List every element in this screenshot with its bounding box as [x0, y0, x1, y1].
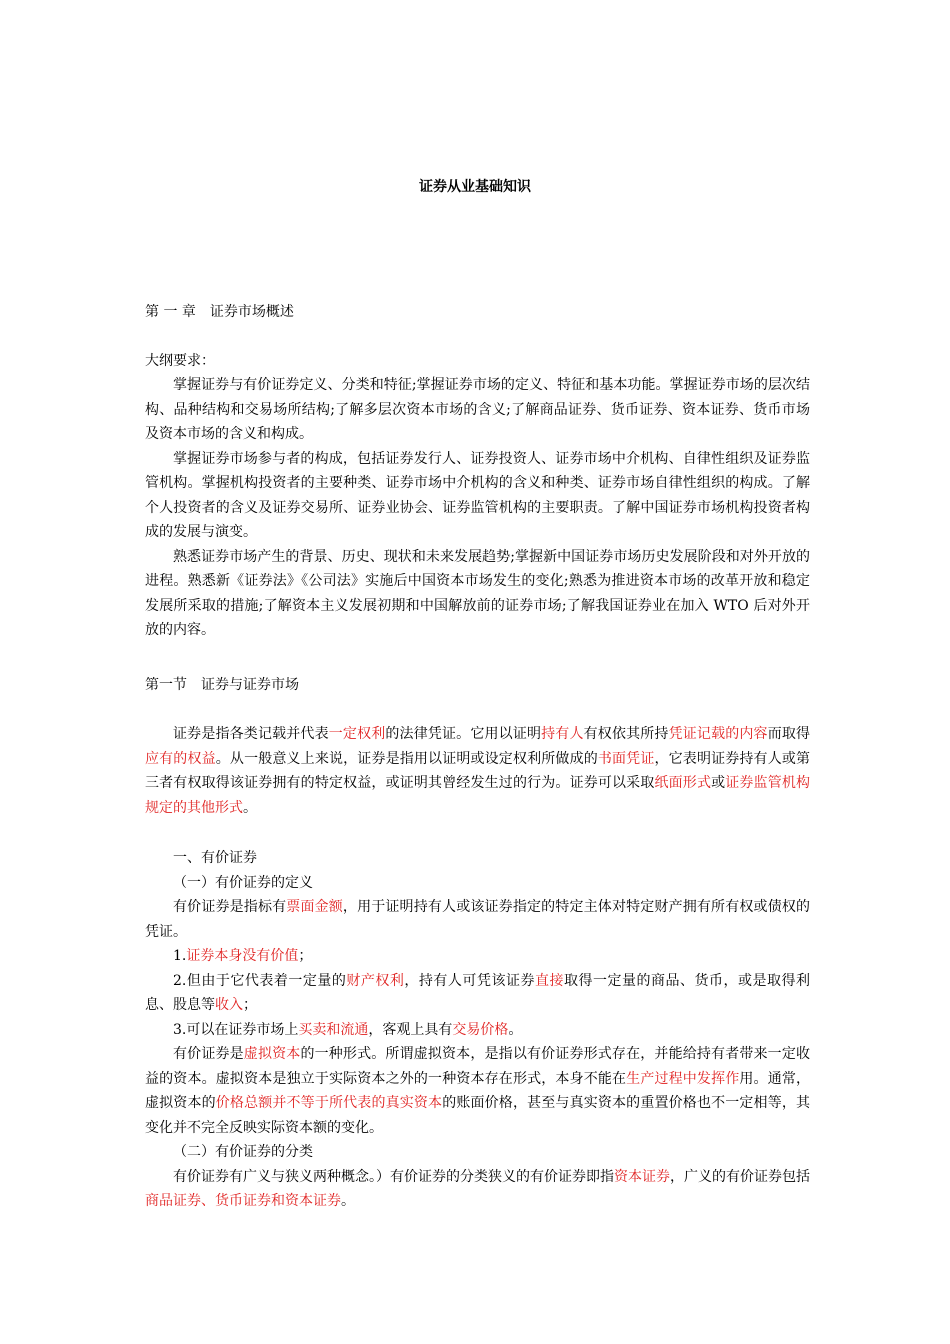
outline-paragraph: 掌握证券市场参与者的构成，包括证券发行人、证券投资人、证券市场中介机构、自律性组织及证券监管机构。掌握机构投资者的主要种类、证券市场中介机构的含义和种类、证券市场自律性组织的构成。了解个人投资者的含义及证券交易所、证券业协会、证券监管机构的主要职责。了解中国证券市场机构投资者构成的发展与演变。: [145, 450, 810, 540]
highlight: 纸面形式: [654, 775, 712, 791]
highlight: 生产过程中发挥作: [626, 1070, 740, 1087]
section-title: 证券与证券市场: [201, 677, 299, 693]
definition-paragraph: 有价证券是指标有票面金额，用于证明持有人或该证券指定的特定主体对特定财产拥有所有权或债权的凭证。: [145, 899, 811, 940]
outline-paragraph: 掌握证券与有价证券定义、分类和特征;掌握证券市场的定义、特征和基本功能。掌握证券市场的层次结构、品种结构和交易场所结构;了解多层次资本市场的含义;了解商品证券、货币证券、资本证券、货币市场及资本市场的含义和构成。: [145, 377, 810, 442]
highlight: 价格总额并不等于所代表的真实资本: [215, 1095, 443, 1111]
chapter-heading: [145, 300, 810, 325]
highlight: 书面凭证: [597, 750, 655, 767]
intro-paragraph-block: [145, 722, 810, 820]
highlight: 直接: [534, 972, 564, 989]
section-label: 第一节: [145, 677, 187, 693]
highlight: 交易价格: [452, 1021, 509, 1038]
list-item: 1.证券本身没有价值；: [173, 948, 313, 964]
outline-paragraph: 熟悉证券市场产生的背景、历史、现状和未来发展趋势;掌握新中国证券市场历史发展阶段和对外开放的进程。熟悉新《证券法》《公司法》实施后中国资本市场发生的变化;熟悉为推进资本市场的改革开放和稳定发展所采取的措施;了解资本主义发展初期和中国解放前的证券市场;了解我国证券业在加入 WTO 后对外开放的内容。: [145, 548, 810, 638]
virtual-capital-paragraph: 有价证券是虚拟资本的一种形式。所谓虚拟资本，是指以有价证券形式存在，并能给持有者带来一定收益的资本。虚拟资本是独立于实际资本之外的一种资本存在形式，本身不能在生产过程中发挥作用。通常，虚拟资本的价格总额并不等于所代表的真实资本的账面价格，甚至与真实资本的重置价格也不一定相等，其变化并不完全反映实际资本额的变化。: [145, 1046, 811, 1136]
highlight: 持有人: [541, 726, 584, 742]
outline-body: [145, 373, 810, 643]
highlight: 证券本身没有价值: [186, 948, 299, 964]
list-item: 3.可以在证券市场上买卖和流通，客观上具有交易价格。: [173, 1021, 523, 1038]
part1-sub1-heading: （一）有价证券的定义: [173, 874, 313, 891]
intro-paragraph: 证券是指各类记载并代表一定权利的法律凭证。它用以证明持有人有权依其所持凭证记载的内容而取得应有的权益。从一般意义上来说，证券是指用以证明或设定权利所做成的书面凭证，它表明证券持有人或第三者有权取得该证券拥有的特定权益，或证明其曾经发生过的行为。证券可以采取纸面形式或证券监管机构规定的其他形式。: [145, 726, 811, 816]
highlight: 买卖和流通: [298, 1021, 369, 1038]
highlight: 应有的权益: [145, 750, 216, 767]
highlight: 证券监管机构规定的其他形式: [145, 775, 811, 816]
highlight: 收入: [215, 997, 243, 1013]
highlight: 资本证券: [614, 1168, 670, 1185]
highlight: 虚拟资本: [243, 1046, 301, 1062]
section-heading: [145, 673, 810, 698]
highlight: 凭证记载的内容: [668, 726, 768, 742]
chapter-label: 第 一 章: [145, 304, 196, 320]
outline-heading: 大纲要求：: [145, 353, 215, 369]
document-title: 证券从业基础知识: [419, 179, 531, 195]
part1-body: [145, 846, 810, 1214]
highlight: 票面金额: [286, 899, 343, 915]
classification-paragraph: 有价证券有广义与狭义两种概念。）有价证券的分类狭义的有价证券即指资本证券，广义的有价证券包括商品证券、货币证券和资本证券。: [145, 1168, 810, 1209]
highlight: 商品证券、货币证券和资本证券: [145, 1193, 341, 1209]
list-item: 2.但由于它代表着一定量的财产权利，持有人可凭该证券直接取得一定量的商品、货币，或是取得利息、股息等收入；: [145, 972, 811, 1013]
chapter-title: 证券市场概述: [209, 304, 294, 320]
highlight: 一定权利: [328, 726, 386, 742]
highlight: 财产权利: [346, 972, 405, 989]
part1-heading: 一、有价证券: [173, 850, 257, 866]
part1-sub2-heading: （二）有价证券的分类: [173, 1144, 313, 1160]
